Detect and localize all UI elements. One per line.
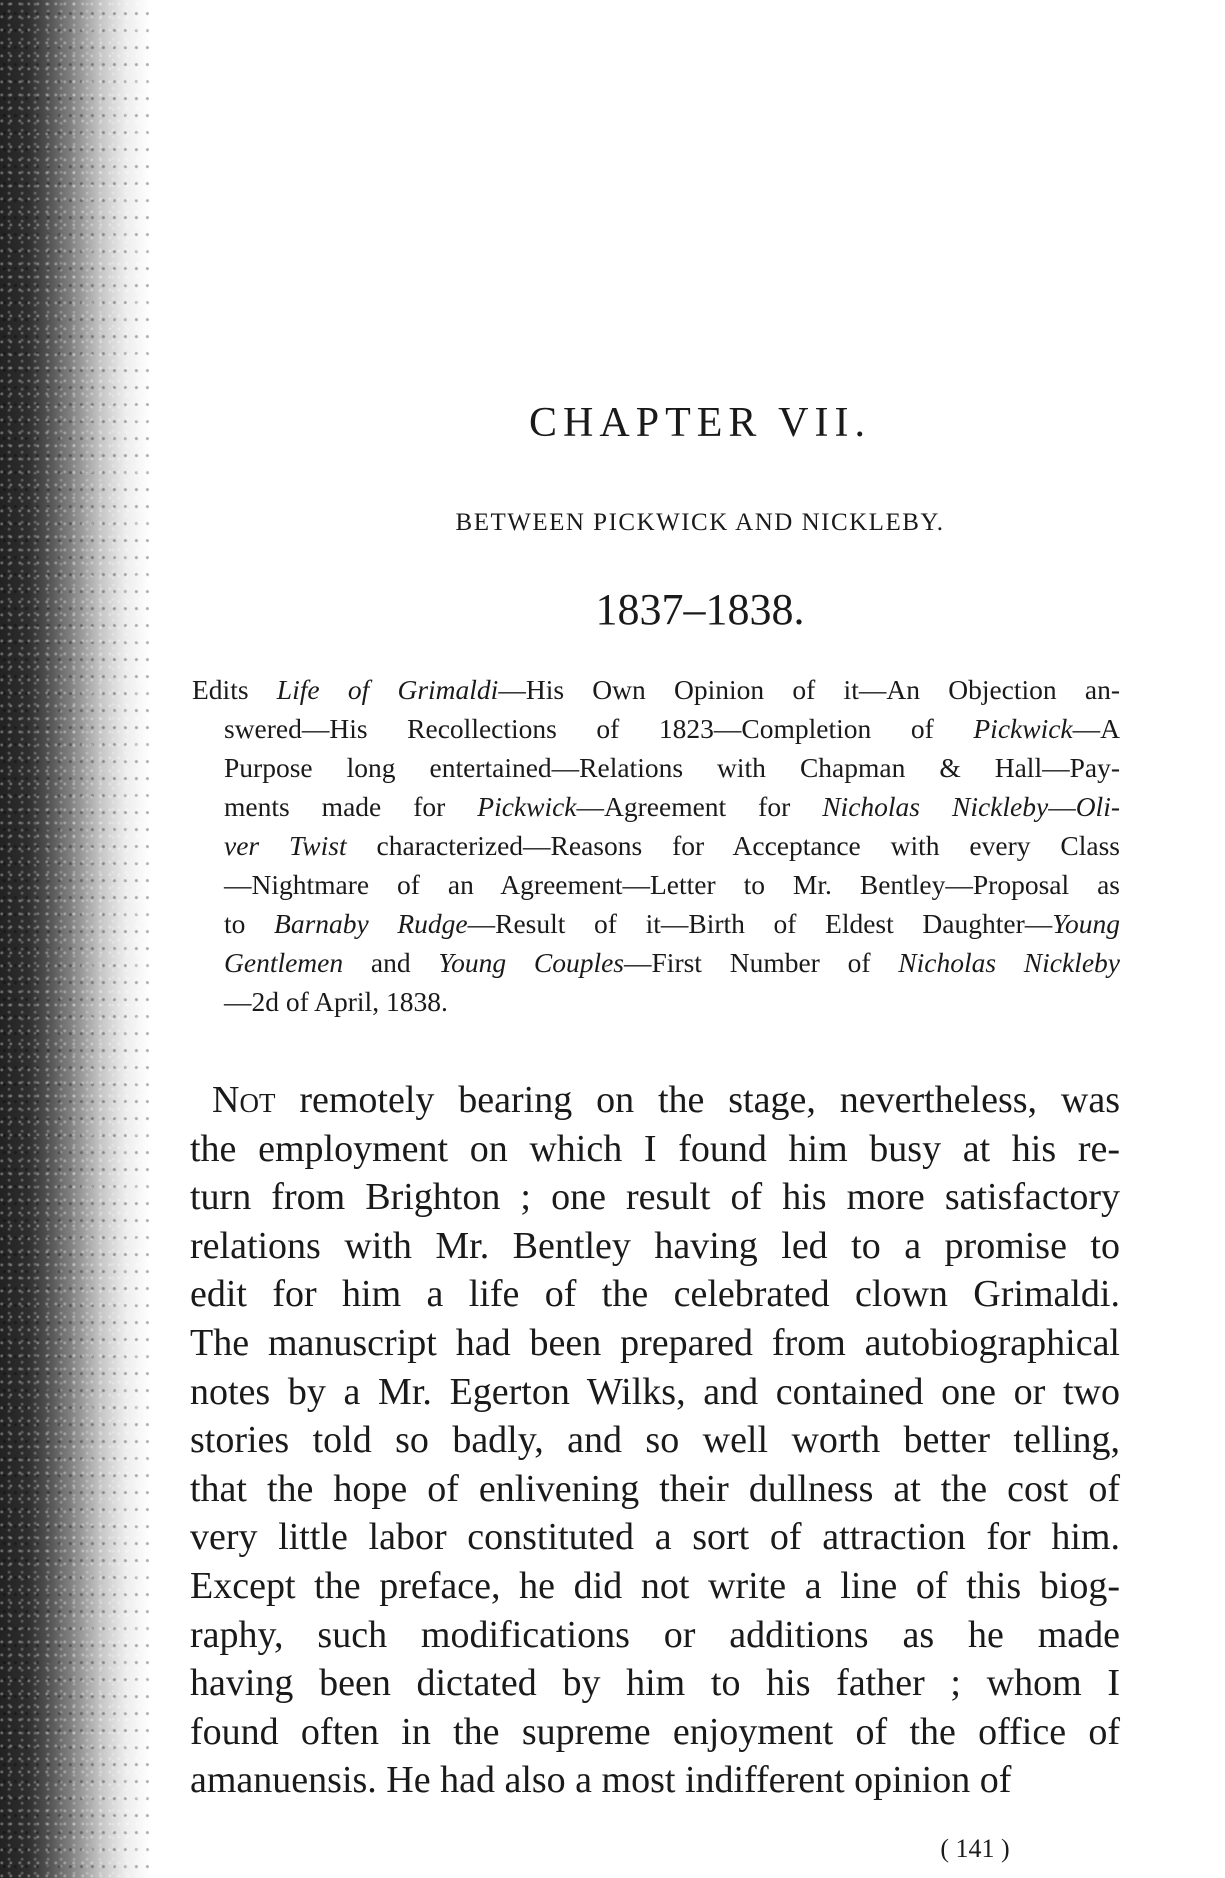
body-line <box>190 1562 1120 1611</box>
synopsis-italic-run: Pickwick <box>477 791 577 822</box>
body-line <box>190 1416 1120 1465</box>
body-line-text: relations with Mr. Bentley having led to a promise to <box>190 1224 1120 1267</box>
body-line <box>190 1611 1120 1660</box>
synopsis-run: Purpose long entertained—Relations with Chapman & Hall—Pay- <box>224 752 1120 783</box>
synopsis-italic-run: Nicholas Nickleby <box>822 791 1049 822</box>
body-line <box>190 1465 1120 1514</box>
synopsis-italic-run: Life of Grimaldi <box>276 674 499 705</box>
body-line <box>190 1368 1120 1417</box>
body-line-text: having been dictated by him to his father ; whom I <box>190 1662 1120 1705</box>
body-line-text: edit for him a life of the celebrated clown Grimaldi. <box>190 1273 1120 1316</box>
body-line <box>190 1222 1120 1271</box>
chapter-title: CHAPTER VII. <box>529 400 871 446</box>
body-line-text: Except the preface, he did not write a line of this biog- <box>190 1564 1120 1607</box>
body-line <box>190 1756 1120 1805</box>
body-paragraph <box>190 1076 1120 1805</box>
synopsis-run: ments made for <box>224 791 478 822</box>
body-line-text: turn from Brighton ; one result of his more satisfactory <box>190 1176 1120 1219</box>
synopsis-line <box>192 709 1120 748</box>
body-line <box>190 1125 1120 1174</box>
chapter-subtitle: BETWEEN PICKWICK AND NICKLEBY. <box>455 509 945 536</box>
scan-gutter-texture <box>0 0 150 1878</box>
body-line <box>190 1513 1120 1562</box>
synopsis-run: and <box>343 947 439 978</box>
synopsis-line <box>192 670 1120 709</box>
body-line-text: amanuensis. He had also a most indifferent opinion of <box>190 1759 1012 1802</box>
body-line <box>190 1319 1120 1368</box>
chapter-years: 1837–1838. <box>595 585 805 634</box>
synopsis-line <box>192 787 1120 826</box>
synopsis-run: characterized—Reasons for Acceptance with every Class <box>346 830 1120 861</box>
body-line-text: that the hope of enlivening their dullness at the cost of <box>190 1467 1120 1510</box>
body-line <box>190 1173 1120 1222</box>
chapter-synopsis <box>192 670 1120 1021</box>
synopsis-run: — <box>1048 791 1076 822</box>
synopsis-line <box>192 982 1120 1021</box>
synopsis-run: —His Own Opinion of it—An Objection an- <box>498 674 1121 705</box>
body-line <box>190 1076 1120 1125</box>
body-line-text: found often in the supreme enjoyment of the office of <box>190 1710 1120 1753</box>
synopsis-run: swered—His Recollections of 1823—Completion of <box>224 713 974 744</box>
synopsis-run: —2d of April, 1838. <box>224 986 448 1017</box>
synopsis-run: —Result of it—Birth of Eldest Daughter— <box>467 908 1053 939</box>
synopsis-run: —Nightmare of an Agreement—Letter to Mr. Bentley—Proposal as <box>224 869 1120 900</box>
synopsis-run: to <box>224 908 275 939</box>
synopsis-italic-run: Oli- <box>1075 791 1120 822</box>
body-line <box>190 1659 1120 1708</box>
synopsis-line <box>192 865 1120 904</box>
synopsis-line <box>192 904 1120 943</box>
body-line-text: notes by a Mr. Egerton Wilks, and contained one or two <box>190 1370 1120 1413</box>
body-line-text: remotely bearing on the stage, nevertheless, was <box>275 1079 1120 1121</box>
synopsis-italic-run: Pickwick <box>973 713 1073 744</box>
synopsis-italic-run: Barnaby Rudge <box>274 908 468 939</box>
synopsis-run: —First Number of <box>624 947 899 978</box>
synopsis-italic-run: Young <box>1052 908 1121 939</box>
synopsis-run: —A <box>1072 713 1120 744</box>
lead-word: Not <box>212 1079 276 1121</box>
synopsis-italic-run: Young Couples <box>438 947 625 978</box>
body-line-text: the employment on which I found him busy at his re- <box>190 1127 1120 1170</box>
body-line-text: The manuscript had been prepared from autobiographical <box>190 1321 1120 1364</box>
body-line <box>190 1708 1120 1757</box>
synopsis-italic-run: ver Twist <box>224 830 347 861</box>
synopsis-line <box>192 748 1120 787</box>
body-line-text: raphy, such modifications or additions as he made <box>190 1613 1120 1656</box>
body-line-text: very little labor constituted a sort of attraction for him. <box>190 1516 1120 1559</box>
synopsis-line <box>192 826 1120 865</box>
page-number: ( 141 ) <box>940 1834 1010 1863</box>
body-line-text: stories told so badly, and so well worth better telling, <box>190 1419 1120 1462</box>
body-line <box>190 1270 1120 1319</box>
synopsis-line <box>192 943 1120 982</box>
synopsis-italic-run: Nicholas Nickleby <box>898 947 1120 978</box>
synopsis-run: Edits <box>192 674 277 705</box>
synopsis-italic-run: Gentlemen <box>224 947 344 978</box>
synopsis-run: —Agreement for <box>576 791 823 822</box>
